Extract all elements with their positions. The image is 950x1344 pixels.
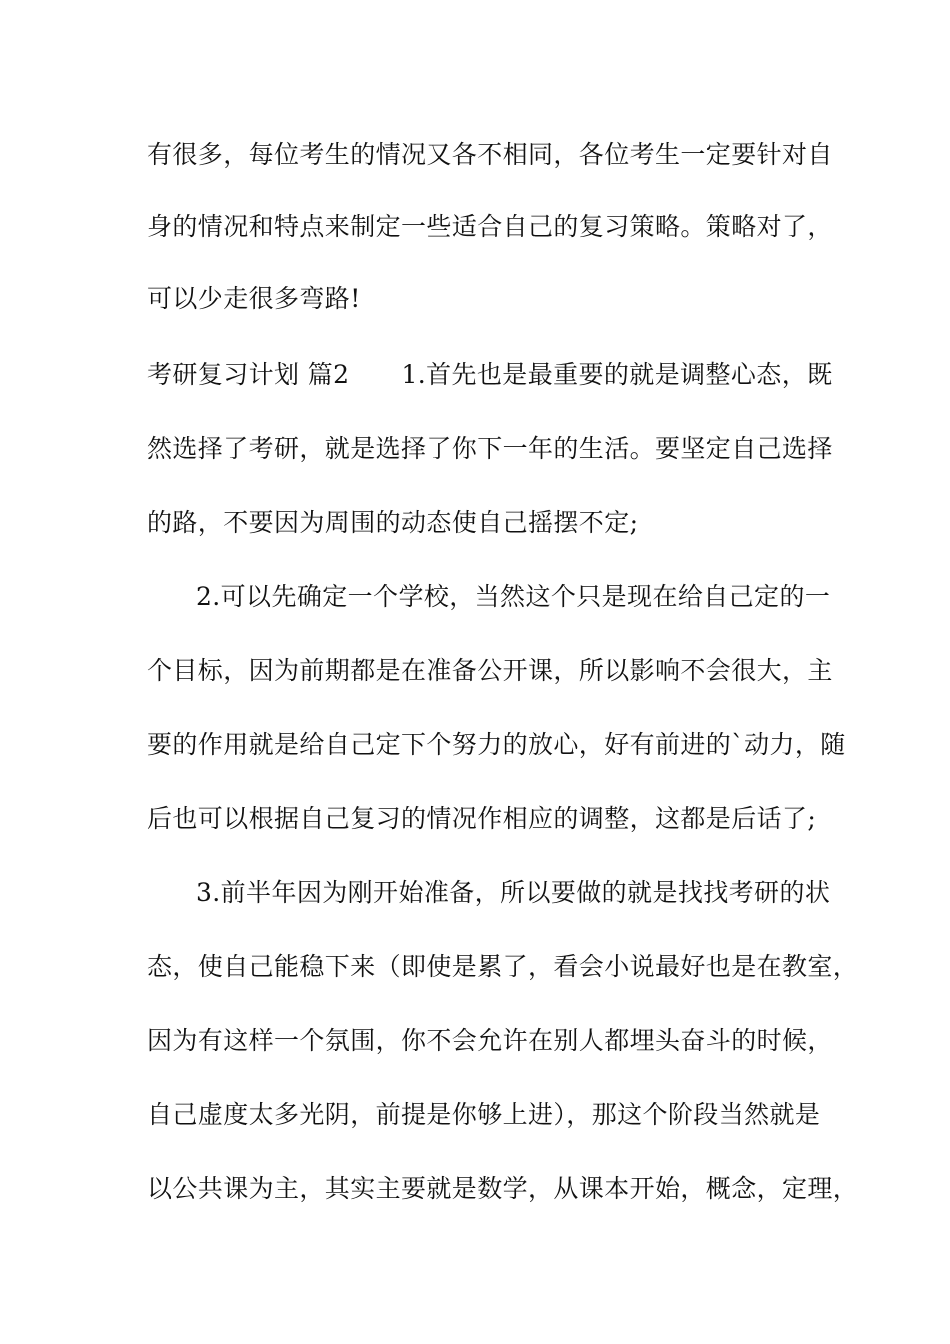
paragraph-line: 3.前半年因为刚开始准备，所以要做的就是找找考研的状: [196, 878, 831, 907]
paragraph-line: 1.首先也是最重要的就是调整心态，既: [401, 360, 833, 389]
paragraph-line: 然选择了考研，就是选择了你下一年的生活。要坚定自己选择: [147, 434, 833, 463]
section-heading-line: [147, 358, 833, 392]
paragraph-line: 态，使自己能稳下来（即使是累了，看会小说最好也是在教室，: [147, 952, 859, 981]
paragraph-line: 后也可以根据自己复习的情况作相应的调整，这都是后话了;: [147, 804, 817, 833]
paragraph-line: 以公共课为主，其实主要就是数学，从课本开始，概念，定理，: [147, 1174, 859, 1203]
paragraph-line: 身的情况和特点来制定一些适合自己的复习策略。策略对了，: [147, 212, 833, 241]
paragraph-line: 因为有这样一个氛围，你不会允许在别人都埋头奋斗的时候，: [147, 1026, 833, 1055]
paragraph-line: 有很多，每位考生的情况又各不相同，各位考生一定要针对自: [147, 140, 833, 169]
paragraph-line: 2.可以先确定一个学校，当然这个只是现在给自己定的一: [196, 582, 831, 611]
paragraph-line: 自己虚度太多光阴，前提是你够上进），那这个阶段当然就是: [147, 1100, 821, 1129]
paragraph-line: 个目标，因为前期都是在准备公开课，所以影响不会很大，主: [147, 656, 833, 685]
paragraph-line: 的路，不要因为周围的动态使自己摇摆不定;: [147, 508, 639, 537]
paragraph-line: 要的作用就是给自己定下个努力的放心，好有前进的`动力，随: [147, 730, 846, 759]
paragraph-line: 可以少走很多弯路!: [147, 284, 361, 313]
section-heading: 考研复习计划 篇2: [147, 360, 350, 389]
